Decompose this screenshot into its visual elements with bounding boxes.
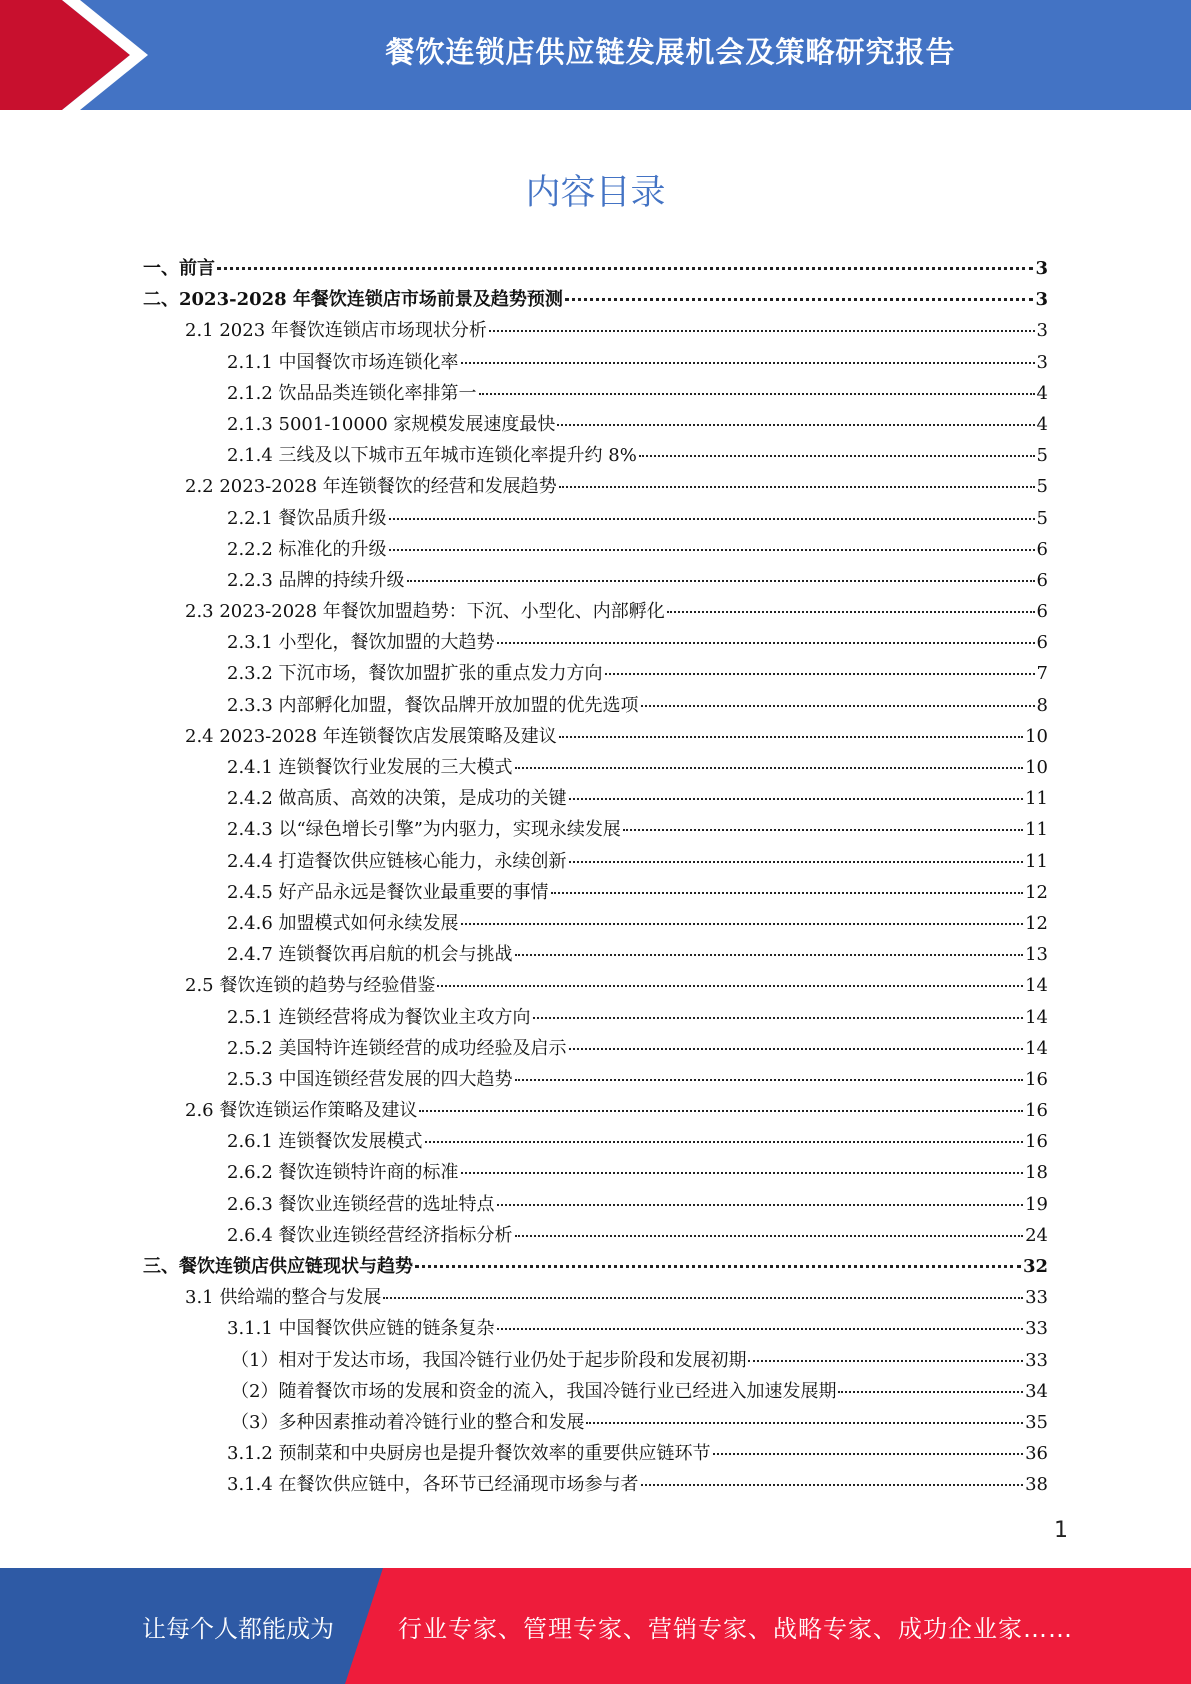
toc-entry[interactable] [143, 1469, 1048, 1500]
toc-dot-leader [407, 580, 1035, 582]
toc-dot-leader [515, 767, 1024, 769]
toc-dot-leader [419, 1110, 1023, 1112]
toc-entry-page: 10 [1025, 757, 1048, 778]
toc-entry-page: 35 [1025, 1411, 1048, 1433]
toc-entry[interactable] [143, 253, 1048, 284]
toc-entry-page: 16 [1025, 1131, 1048, 1153]
toc-entry-page: 34 [1025, 1380, 1048, 1402]
toc-dot-leader [515, 954, 1024, 956]
toc-entry-title: 2.6.1 连锁餐饮发展模式 [227, 1131, 423, 1153]
toc-dot-leader [569, 798, 1024, 800]
toc-entry[interactable] [143, 378, 1048, 409]
toc-entry[interactable] [143, 908, 1048, 939]
toc-entry-title: 3.1.2 预制菜和中央厨房也是提升餐饮效率的重要供应链环节 [227, 1443, 711, 1465]
toc-dot-leader [557, 424, 1034, 426]
toc-dot-leader [838, 1391, 1023, 1393]
toc-entry[interactable] [143, 1438, 1048, 1469]
toc-entry[interactable] [143, 877, 1048, 908]
toc-entry-title: 2.5.1 连锁经营将成为餐饮业主攻方向 [227, 1006, 531, 1028]
toc-entry[interactable] [143, 1376, 1048, 1407]
toc-entry-page: 14 [1025, 1006, 1048, 1028]
toc-entry-title: 2.3.1 小型化，餐饮加盟的大趋势 [227, 632, 495, 654]
toc-entry-page: 3 [1035, 258, 1048, 279]
toc-dot-leader [425, 1141, 1024, 1143]
toc-entry-title: 2.6 餐饮连锁运作策略及建议 [185, 1100, 418, 1122]
toc-entry-page: 12 [1025, 912, 1048, 934]
toc-dot-leader [461, 1172, 1024, 1174]
toc-dot-leader [641, 705, 1035, 707]
toc-entry-page: 36 [1025, 1443, 1048, 1465]
toc-entry[interactable] [143, 347, 1048, 378]
toc-entry[interactable] [143, 1095, 1048, 1126]
toc-entry-title: 2.1.1 中国餐饮市场连锁化率 [227, 351, 459, 373]
toc-entry-title: （1）相对于发达市场，我国冷链行业仍处于起步阶段和发展初期 [231, 1349, 747, 1371]
toc-dot-leader [461, 362, 1035, 364]
toc-dot-leader [641, 1484, 1024, 1486]
toc-dot-leader [551, 892, 1024, 894]
page-number: 1 [1054, 1518, 1068, 1543]
toc-entry[interactable] [143, 690, 1048, 721]
toc-entry-title: 2.5.3 中国连锁经营发展的四大趋势 [227, 1068, 513, 1090]
toc-dot-leader [497, 1328, 1024, 1330]
toc-dot-leader [569, 861, 1024, 863]
header-title: 餐饮连锁店供应链发展机会及策略研究报告 [385, 34, 956, 69]
toc-entry-title: 2.4.3 以“绿色增长引擎”为内驱力，实现永续发展 [227, 819, 621, 841]
toc-entry[interactable] [143, 752, 1048, 783]
toc-entry-title: 2.4.6 加盟模式如何永续发展 [227, 912, 459, 934]
toc-entry-title: 2.1.4 三线及以下城市五年城市连锁化率提升约 8% [227, 445, 637, 467]
toc-dot-leader [667, 611, 1035, 613]
toc-dot-leader [748, 1360, 1023, 1362]
toc-entry-title: 三、餐饮连锁店供应链现状与趋势 [143, 1256, 413, 1277]
toc-entry-title: （2）随着餐饮市场的发展和资金的流入，我国冷链行业已经进入加速发展期 [231, 1380, 837, 1402]
toc-entry-page: 6 [1036, 601, 1048, 623]
footer-slogan-left: 让每个人都能成为 [142, 1614, 334, 1643]
toc-entry-title: 2.5.2 美国特许连锁经营的成功经验及启示 [227, 1037, 567, 1059]
toc-entry-page: 7 [1036, 663, 1048, 685]
toc-entry-page: 16 [1025, 1100, 1048, 1122]
toc-entry-title: 2.4.1 连锁餐饮行业发展的三大模式 [227, 757, 513, 778]
toc-entry[interactable] [143, 1220, 1048, 1251]
toc-entry-page: 14 [1025, 1037, 1048, 1059]
toc-entry[interactable] [143, 1282, 1048, 1313]
page-title: 内容目录 [525, 173, 666, 213]
toc-entry-page: 33 [1025, 1349, 1048, 1371]
toc-entry-title: 2.6.4 餐饮业连锁经营经济指标分析 [227, 1224, 513, 1246]
toc-entry-title: 2.2.2 标准化的升级 [227, 538, 387, 560]
toc-dot-leader [623, 829, 1023, 831]
toc-entry[interactable] [143, 721, 1048, 752]
toc-dot-leader [639, 455, 1035, 457]
toc-entry[interactable] [143, 471, 1048, 502]
header-band [0, 0, 1191, 110]
toc-dot-leader [497, 642, 1035, 644]
toc-entry[interactable] [143, 565, 1048, 596]
toc-entry[interactable] [143, 970, 1048, 1001]
toc-entry[interactable] [143, 939, 1048, 970]
toc-entry-page: 10 [1025, 725, 1048, 747]
toc-entry-title: 2.1 2023 年餐饮连锁店市场现状分析 [185, 320, 487, 342]
toc-entry-page: 11 [1025, 788, 1048, 810]
toc-dot-leader [383, 1297, 1023, 1299]
header-chevron-icon [0, 0, 160, 110]
toc-entry-title: 2.4 2023-2028 年连锁餐饮店发展策略及建议 [185, 725, 557, 747]
toc-entry-page: 33 [1025, 1318, 1048, 1340]
toc-entry[interactable] [143, 846, 1048, 877]
toc-entry-page: 6 [1036, 632, 1048, 654]
toc-entry[interactable] [143, 658, 1048, 689]
toc-entry[interactable] [143, 534, 1048, 565]
toc-dot-leader [569, 1048, 1024, 1050]
toc-entry-page: 5 [1036, 476, 1048, 498]
toc-entry-page: 6 [1036, 538, 1048, 560]
toc-entry-title: 2.4.7 连锁餐饮再启航的机会与挑战 [227, 944, 513, 966]
toc-entry-page: 5 [1036, 507, 1048, 529]
toc-entry[interactable] [143, 1313, 1048, 1344]
toc-entry-title: 2.2.3 品牌的持续升级 [227, 569, 405, 591]
toc-entry-title: 3.1.4 在餐饮供应链中，各环节已经涌现市场参与者 [227, 1474, 639, 1496]
toc-dot-leader [713, 1453, 1024, 1455]
toc-dot-leader [489, 330, 1035, 332]
toc-entry-page: 8 [1036, 694, 1048, 716]
toc-entry-page: 3 [1036, 320, 1048, 342]
toc-entry[interactable] [143, 783, 1048, 814]
toc-entry-page: 12 [1025, 881, 1048, 903]
toc-entry-page: 5 [1036, 445, 1048, 467]
toc-entry-title: 2.2 2023-2028 年连锁餐饮的经营和发展趋势 [185, 476, 557, 498]
toc-entry[interactable] [143, 1126, 1048, 1157]
toc-entry-page: 18 [1025, 1162, 1048, 1184]
toc-entry-title: （3）多种因素推动着冷链行业的整合和发展 [231, 1411, 585, 1433]
toc-entry-page: 32 [1022, 1256, 1048, 1277]
toc-entry-page: 11 [1025, 850, 1048, 872]
toc-entry-page: 4 [1036, 382, 1048, 404]
toc-dot-leader [559, 486, 1035, 488]
toc-entry-title: 2.6.3 餐饮业连锁经营的选址特点 [227, 1193, 495, 1215]
toc-dot-leader [217, 267, 1033, 270]
toc-entry-page: 19 [1025, 1193, 1048, 1215]
toc-entry-page: 38 [1025, 1474, 1048, 1496]
footer-slogan-right: 行业专家、管理专家、营销专家、战略专家、成功企业家…… [398, 1614, 1073, 1643]
toc-entry[interactable] [143, 1345, 1048, 1376]
toc-entry-title: 2.4.4 打造餐饮供应链核心能力，永续创新 [227, 850, 567, 872]
toc-entry-page: 6 [1036, 569, 1048, 591]
toc-entry-page: 3 [1036, 351, 1048, 373]
footer-band [0, 1568, 1191, 1684]
toc-entry-page: 13 [1025, 944, 1048, 966]
toc-entry-title: 3.1 供给端的整合与发展 [185, 1287, 382, 1309]
toc-entry[interactable] [143, 1157, 1048, 1188]
toc-entry[interactable] [143, 1189, 1048, 1220]
toc-entry-title: 2.4.5 好产品永远是餐饮业最重要的事情 [227, 881, 549, 903]
toc-entry[interactable] [143, 1251, 1048, 1282]
toc-entry[interactable] [143, 596, 1048, 627]
toc-entry[interactable] [143, 1407, 1048, 1438]
toc-entry[interactable] [143, 315, 1048, 346]
toc-entry-page: 14 [1025, 975, 1048, 997]
toc-entry-page: 16 [1025, 1068, 1048, 1090]
toc-dot-leader [479, 393, 1035, 395]
toc-entry-title: 2.3 2023-2028 年餐饮加盟趋势：下沉、小型化、内部孵化 [185, 601, 665, 623]
toc-dot-leader [389, 518, 1035, 520]
toc-entry[interactable] [143, 1064, 1048, 1095]
toc-entry-page: 33 [1025, 1287, 1048, 1309]
toc-entry[interactable] [143, 1002, 1048, 1033]
toc-dot-leader [533, 1017, 1024, 1019]
toc-entry-title: 2.3.2 下沉市场，餐饮加盟扩张的重点发力方向 [227, 663, 603, 685]
toc-entry-title: 二、2023-2028 年餐饮连锁店市场前景及趋势预测 [143, 289, 563, 311]
toc-entry-title: 2.4.2 做高质、高效的决策，是成功的关键 [227, 788, 567, 810]
toc-dot-leader [497, 1204, 1024, 1206]
toc-dot-leader [565, 298, 1034, 301]
toc-entry[interactable] [143, 814, 1048, 845]
toc-entry-page: 11 [1025, 819, 1048, 841]
toc-entry[interactable] [143, 440, 1048, 471]
toc-dot-leader [515, 1079, 1024, 1081]
toc-dot-leader [415, 1265, 1021, 1268]
toc-entry[interactable] [143, 1033, 1048, 1064]
toc-dot-leader [605, 673, 1035, 675]
toc-dot-leader [461, 923, 1024, 925]
toc-entry-title: 3.1.1 中国餐饮供应链的链条复杂 [227, 1318, 495, 1340]
toc-dot-leader [437, 985, 1023, 987]
toc-entry-title: 2.5 餐饮连锁的趋势与经验借鉴 [185, 975, 436, 997]
toc-entry[interactable] [143, 503, 1048, 534]
toc-dot-leader [389, 549, 1035, 551]
toc-dot-leader [515, 1235, 1024, 1237]
toc-entry-page: 4 [1036, 413, 1048, 435]
toc-entry-title: 2.1.2 饮品品类连锁化率排第一 [227, 382, 477, 404]
toc-entry-title: 2.3.3 内部孵化加盟，餐饮品牌开放加盟的优先选项 [227, 694, 639, 716]
toc-entry-page: 3 [1035, 289, 1048, 311]
toc-entry[interactable] [143, 284, 1048, 315]
toc-entry[interactable] [143, 627, 1048, 658]
toc-entry[interactable] [143, 409, 1048, 440]
toc-dot-leader [559, 736, 1023, 738]
toc-entry-title: 2.1.3 5001-10000 家规模发展速度最快 [227, 413, 556, 435]
toc-entry-title: 2.6.2 餐饮连锁特许商的标准 [227, 1162, 459, 1184]
toc-dot-leader [586, 1422, 1023, 1424]
toc-entry-title: 一、前言 [143, 258, 215, 279]
toc-entry-title: 2.2.1 餐饮品质升级 [227, 507, 387, 529]
table-of-contents [143, 253, 1048, 1501]
toc-entry-page: 24 [1025, 1224, 1048, 1246]
